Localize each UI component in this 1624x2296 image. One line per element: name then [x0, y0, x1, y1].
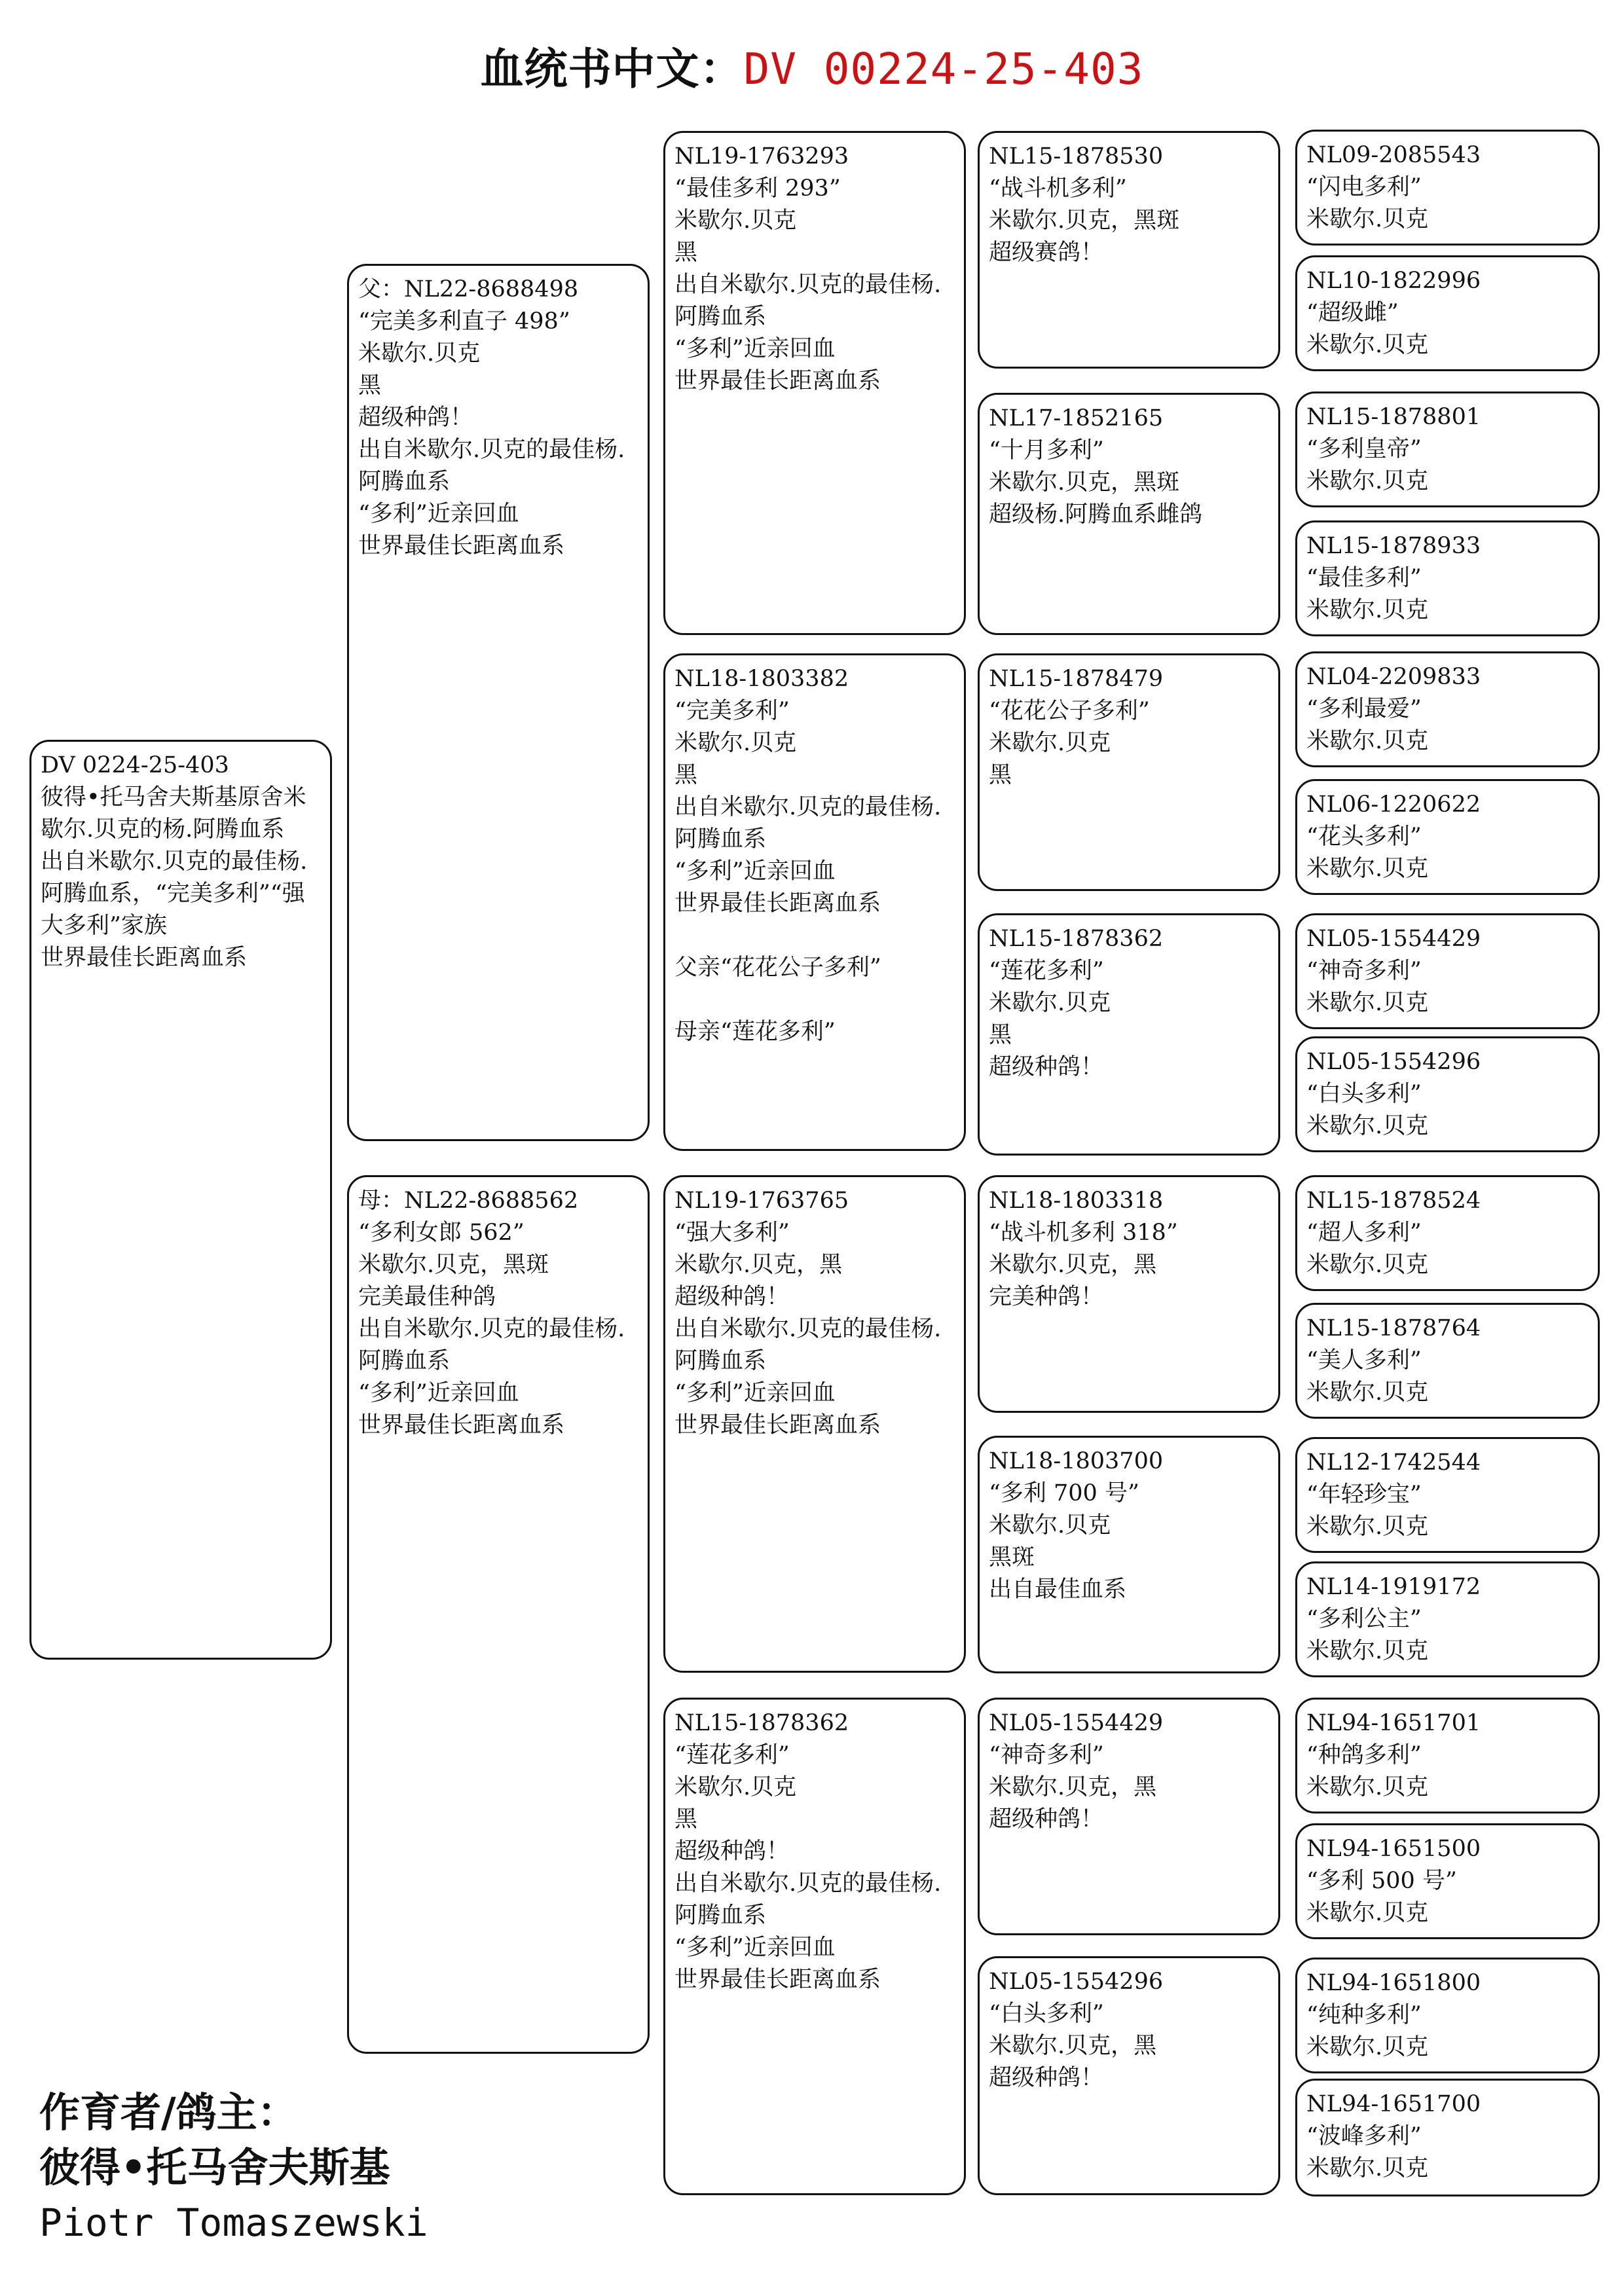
gen5-box — [1295, 2079, 1600, 2196]
gen3-line: 黑 — [674, 1806, 698, 1832]
gen5-line: 米歇尔.贝克 — [1306, 1900, 1429, 1926]
gen5-box — [1295, 1698, 1600, 1813]
gen5-line: “种鸽多利” — [1306, 1742, 1422, 1768]
sire-line: “完美多利直子 498” — [358, 308, 570, 335]
sire-box — [347, 264, 650, 1141]
gen5-line: “纯种多利” — [1306, 2002, 1422, 2028]
gen5-line: NL05-1554429 — [1306, 926, 1481, 952]
gen3-line: 世界最佳长距离血系 — [674, 1412, 881, 1438]
gen3-line — [674, 984, 955, 1016]
gen5-box — [1295, 1437, 1600, 1553]
gen5-line: NL94-1651700 — [1306, 2091, 1481, 2117]
gen3-line: “多利”近亲回血 — [674, 336, 836, 362]
gen5-line: “超级雌” — [1306, 300, 1399, 326]
gen4-line: 米歇尔.贝克 — [989, 730, 1111, 756]
gen5-line: NL09-2085543 — [1306, 142, 1481, 168]
gen5-box — [1295, 913, 1600, 1029]
gen4-line: 米歇尔.贝克，黑 — [989, 1252, 1157, 1278]
sire-line: 黑 — [358, 373, 382, 399]
dam-line: 母：NL22-8688562 — [358, 1188, 579, 1214]
gen3-line: 米歇尔.贝克 — [674, 208, 797, 234]
gen4-line: NL15-1878362 — [989, 926, 1164, 952]
gen5-line: 米歇尔.贝克 — [1306, 206, 1429, 232]
gen3-line: 出自米歇尔.贝克的最佳杨.阿腾血系 — [674, 1870, 942, 1929]
gen4-line: “战斗机多利” — [989, 175, 1127, 202]
dam-box — [347, 1175, 650, 2054]
gen3-box — [663, 653, 966, 1151]
gen5-line: NL04-2209833 — [1306, 664, 1481, 690]
gen4-line: “战斗机多利 318” — [989, 1220, 1178, 1246]
gen5-box — [1295, 1823, 1600, 1939]
dam-line: 米歇尔.贝克，黑斑 — [358, 1252, 549, 1278]
gen5-line: NL15-1878524 — [1306, 1188, 1481, 1214]
gen5-line: NL05-1554296 — [1306, 1049, 1481, 1075]
gen3-line: 米歇尔.贝克 — [674, 1774, 797, 1800]
page-title — [0, 34, 1624, 96]
gen4-line: NL15-1878530 — [989, 143, 1164, 170]
gen5-line: NL94-1651800 — [1306, 1970, 1481, 1996]
gen4-line: 超级种鸽！ — [989, 1054, 1104, 1080]
gen5-line: 米歇尔.贝克 — [1306, 332, 1429, 358]
gen5-box — [1295, 1958, 1600, 2073]
gen5-line: 米歇尔.贝克 — [1306, 728, 1429, 754]
gen4-line: 米歇尔.贝克，黑 — [989, 1774, 1157, 1800]
gen3-line: NL18-1803382 — [674, 666, 849, 692]
gen5-line: “白头多利” — [1306, 1081, 1422, 1107]
gen5-box — [1295, 255, 1600, 371]
gen4-line: 出自最佳血系 — [989, 1576, 1127, 1603]
gen5-box — [1295, 392, 1600, 507]
sire-line: 父：NL22-8688498 — [358, 276, 579, 302]
gen5-box — [1295, 1303, 1600, 1419]
title-code: DV 00224-25-403 — [743, 44, 1144, 94]
sire-line: 世界最佳长距离血系 — [358, 533, 565, 559]
gen5-box — [1295, 1561, 1600, 1677]
gen3-line: “强大多利” — [674, 1220, 790, 1246]
gen4-line: 米歇尔.贝克 — [989, 990, 1111, 1016]
gen5-line: “闪电多利” — [1306, 174, 1422, 200]
gen3-line — [674, 920, 955, 952]
breeder-label: 作育者/鸽主： — [39, 2088, 298, 2136]
gen5-line: 米歇尔.贝克 — [1306, 990, 1429, 1016]
gen4-line: 米歇尔.贝克，黑 — [989, 2033, 1157, 2059]
gen3-line: 出自米歇尔.贝克的最佳杨.阿腾血系 — [674, 1316, 942, 1374]
gen4-line: “神奇多利” — [989, 1742, 1104, 1768]
gen3-line: “完美多利” — [674, 698, 790, 724]
gen5-line: 米歇尔.贝克 — [1306, 597, 1429, 623]
gen3-line: “多利”近亲回血 — [674, 1935, 836, 1961]
gen4-box — [978, 653, 1280, 891]
gen4-line: 超级杨.阿腾血系雌鸽 — [989, 501, 1203, 528]
gen5-line: 米歇尔.贝克 — [1306, 1252, 1429, 1278]
gen3-line: 黑 — [674, 240, 698, 266]
gen5-box — [1295, 1175, 1600, 1291]
gen4-line: “多利 700 号” — [989, 1480, 1139, 1506]
gen5-box — [1295, 1036, 1600, 1152]
gen4-box — [978, 1698, 1280, 1935]
gen4-line: NL18-1803318 — [989, 1188, 1164, 1214]
sire-line: 米歇尔.贝克 — [358, 340, 481, 367]
gen5-line: “多利皇帝” — [1306, 436, 1422, 462]
gen5-box — [1295, 130, 1600, 246]
gen3-line: 父亲“花花公子多利” — [674, 955, 881, 981]
gen5-line: “超人多利” — [1306, 1220, 1422, 1246]
sire-line: 超级种鸽！ — [358, 405, 473, 431]
dam-line: “多利女郎 562” — [358, 1220, 525, 1246]
subject-line: 彼得•托马舍夫斯基原舍米歇尔.贝克的杨.阿腾血系 — [41, 784, 306, 843]
gen5-line: 米歇尔.贝克 — [1306, 468, 1429, 494]
gen5-line: 米歇尔.贝克 — [1306, 2155, 1429, 2181]
gen5-line: “年轻珍宝” — [1306, 1482, 1422, 1508]
dam-line: 世界最佳长距离血系 — [358, 1412, 565, 1438]
gen4-line: NL18-1803700 — [989, 1448, 1164, 1474]
gen5-line: 米歇尔.贝克 — [1306, 1774, 1429, 1800]
gen4-line: 超级种鸽！ — [989, 1806, 1104, 1832]
gen4-line: 米歇尔.贝克，黑斑 — [989, 469, 1180, 496]
gen3-line: 超级种鸽！ — [674, 1284, 790, 1310]
gen5-box — [1295, 520, 1600, 636]
dam-line: “多利”近亲回血 — [358, 1380, 519, 1406]
dam-line: 完美最佳种鸽 — [358, 1284, 496, 1310]
gen3-line: “最佳多利 293” — [674, 175, 841, 202]
gen3-line: “多利”近亲回血 — [674, 1380, 836, 1406]
gen5-line: 米歇尔.贝克 — [1306, 2034, 1429, 2060]
gen4-line: NL17-1852165 — [989, 405, 1164, 431]
gen5-line: “波峰多利” — [1306, 2123, 1422, 2149]
gen5-line: “多利公主” — [1306, 1606, 1422, 1632]
gen5-line: 米歇尔.贝克 — [1306, 1514, 1429, 1540]
subject-line: 出自米歇尔.贝克的最佳杨.阿腾血系，“完美多利”“强大多利”家族 — [41, 848, 308, 939]
gen5-line: “花头多利” — [1306, 824, 1422, 850]
gen3-box — [663, 1175, 966, 1673]
gen5-line: NL12-1742544 — [1306, 1449, 1481, 1476]
gen3-line: 黑 — [674, 762, 698, 788]
breeder-block — [39, 2085, 428, 2250]
sire-line: 出自米歇尔.贝克的最佳杨.阿腾血系 — [358, 437, 625, 495]
gen4-line: “十月多利” — [989, 437, 1104, 464]
gen3-line: 米歇尔.贝克，黑 — [674, 1252, 843, 1278]
gen4-line: 超级赛鸽！ — [989, 240, 1104, 266]
subject-box — [29, 740, 332, 1660]
gen4-line: “莲花多利” — [989, 958, 1104, 984]
gen3-line: 出自米歇尔.贝克的最佳杨.阿腾血系 — [674, 272, 942, 330]
gen4-line: 黑 — [989, 762, 1012, 788]
gen5-line: NL15-1878764 — [1306, 1315, 1481, 1341]
breeder-name-cn: 彼得•托马舍夫斯基 — [39, 2143, 390, 2191]
gen3-line: 母亲“莲花多利” — [674, 1019, 836, 1045]
breeder-name-latin: Piotr Tomaszewski — [39, 2200, 428, 2245]
gen3-line: “莲花多利” — [674, 1742, 790, 1768]
subject-line: DV 0224-25-403 — [41, 752, 229, 778]
gen3-line: 世界最佳长距离血系 — [674, 890, 881, 917]
gen4-box — [978, 393, 1280, 635]
gen4-line: NL05-1554429 — [989, 1710, 1164, 1736]
gen5-line: “多利 500 号” — [1306, 1868, 1457, 1894]
gen4-line: 完美种鸽！ — [989, 1284, 1104, 1310]
gen4-line: 黑 — [989, 1022, 1012, 1048]
gen4-line: NL15-1878479 — [989, 666, 1164, 692]
dam-line: 出自米歇尔.贝克的最佳杨.阿腾血系 — [358, 1316, 625, 1374]
gen3-line: “多利”近亲回血 — [674, 858, 836, 884]
gen5-line: 米歇尔.贝克 — [1306, 856, 1429, 882]
gen5-line: 米歇尔.贝克 — [1306, 1379, 1429, 1406]
gen5-box — [1295, 651, 1600, 767]
gen4-line: 黑斑 — [989, 1544, 1035, 1571]
gen3-line: NL19-1763293 — [674, 143, 849, 170]
gen3-box — [663, 1698, 966, 2195]
gen3-line: NL19-1763765 — [674, 1188, 849, 1214]
sire-line: “多利”近亲回血 — [358, 501, 519, 527]
gen5-line: “多利最爱” — [1306, 696, 1422, 722]
gen5-line: NL15-1878933 — [1306, 533, 1481, 559]
gen4-box — [978, 913, 1280, 1156]
gen5-line: “最佳多利” — [1306, 565, 1422, 591]
gen5-line: NL10-1822996 — [1306, 268, 1481, 294]
gen3-line: NL15-1878362 — [674, 1710, 849, 1736]
gen5-line: NL14-1919172 — [1306, 1574, 1481, 1600]
gen3-line: 世界最佳长距离血系 — [674, 368, 881, 394]
gen3-line: 超级种鸽！ — [674, 1838, 790, 1865]
gen5-line: “神奇多利” — [1306, 958, 1422, 984]
gen5-line: “美人多利” — [1306, 1347, 1422, 1374]
gen4-line: 超级种鸽！ — [989, 2065, 1104, 2091]
gen4-line: 米歇尔.贝克，黑斑 — [989, 208, 1180, 234]
gen4-line: “花花公子多利” — [989, 698, 1150, 724]
gen3-line: 米歇尔.贝克 — [674, 730, 797, 756]
gen4-line: “白头多利” — [989, 2001, 1104, 2027]
gen5-line: 米歇尔.贝克 — [1306, 1638, 1429, 1664]
gen4-line: 米歇尔.贝克 — [989, 1512, 1111, 1539]
gen3-line: 世界最佳长距离血系 — [674, 1967, 881, 1993]
subject-line: 世界最佳长距离血系 — [41, 945, 248, 971]
gen5-line: NL06-1220622 — [1306, 792, 1481, 818]
title-prefix: 血统书中文： — [480, 44, 744, 94]
gen5-box — [1295, 779, 1600, 895]
gen4-box — [978, 1175, 1280, 1413]
gen5-line: NL94-1651701 — [1306, 1710, 1481, 1736]
gen4-box — [978, 1436, 1280, 1673]
gen5-line: 米歇尔.贝克 — [1306, 1113, 1429, 1139]
gen4-box — [978, 1956, 1280, 2195]
gen4-line: NL05-1554296 — [989, 1969, 1164, 1995]
gen3-line: 出自米歇尔.贝克的最佳杨.阿腾血系 — [674, 794, 942, 852]
gen3-box — [663, 131, 966, 635]
gen5-line: NL15-1878801 — [1306, 404, 1481, 430]
gen4-box — [978, 131, 1280, 369]
gen5-line: NL94-1651500 — [1306, 1836, 1481, 1862]
